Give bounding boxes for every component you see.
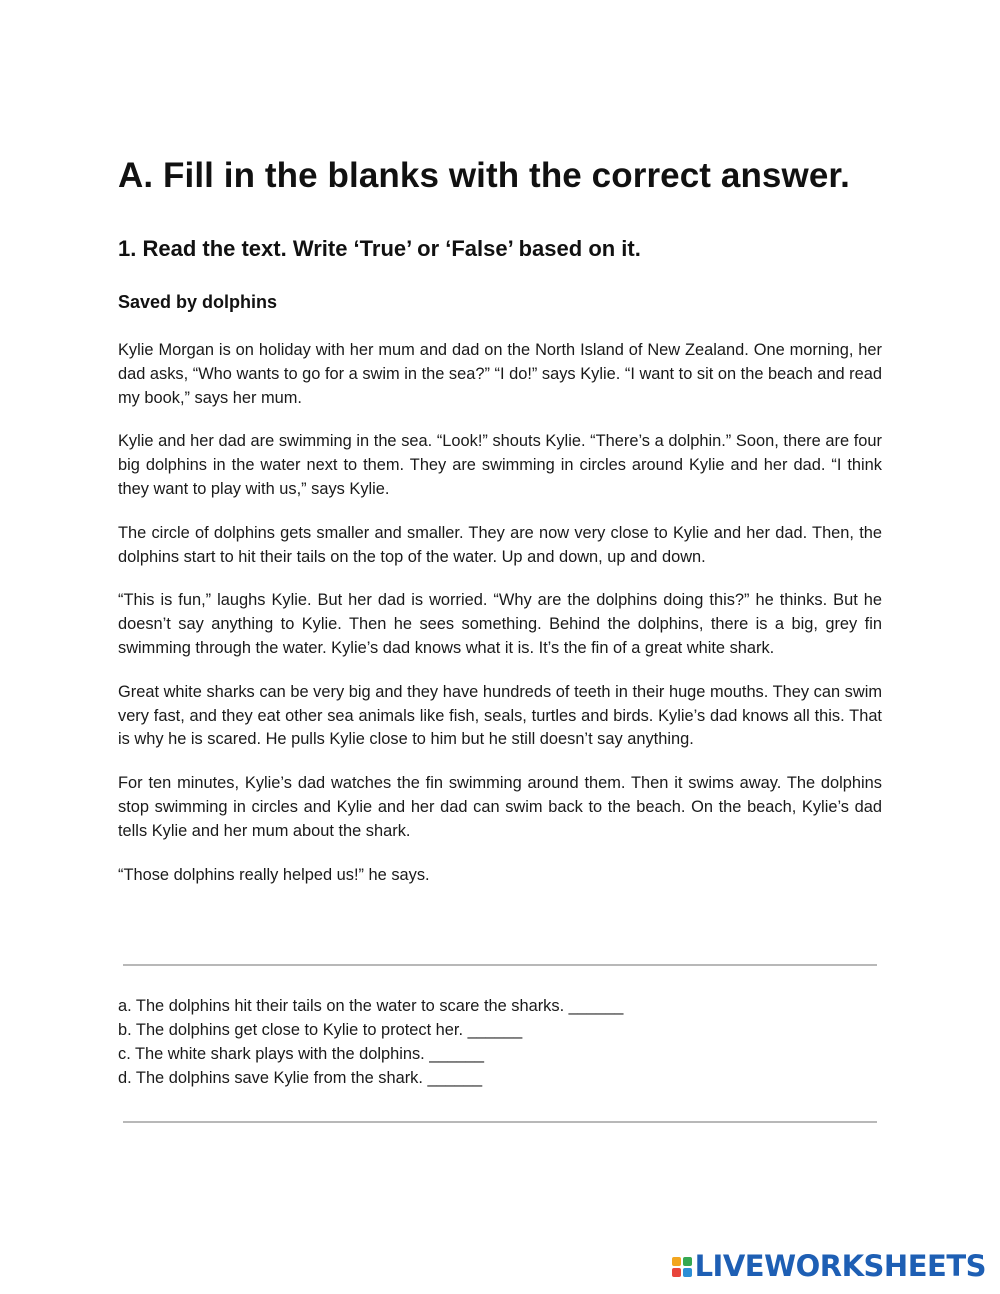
liveworksheets-logo-icon — [672, 1257, 692, 1277]
section-title: A. Fill in the blanks with the correct answer. — [118, 156, 850, 195]
story-paragraph: “This is fun,” laughs Kylie. But her dad is worried. “Why are the dolphins doing this?” he thinks. But he doesn’t say anything to Kylie. Then he sees something. Behind the dolphins, there is a big, grey fin swimming through the water. Kylie’s dad knows what it is. It’s the fin of a great white shark. — [118, 591, 882, 657]
instruction-heading: 1. Read the text. Write ‘True’ or ‘False’ based on it. — [118, 236, 641, 261]
story-text — [118, 339, 882, 907]
question-a[interactable]: a. The dolphins hit their tails on the water to scare the sharks. ______ — [118, 997, 624, 1015]
question-c[interactable]: c. The white shark plays with the dolphins. ______ — [118, 1045, 484, 1063]
story-paragraph: Great white sharks can be very big and they have hundreds of teeth in their huge mouths. They can swim very fast, and they eat other sea animals like fish, seals, turtles and birds. Kylie’s dad knows all this. That is why he is scared. He pulls Kylie close to him but he still doesn’t say anything. — [118, 682, 882, 749]
logo-square — [683, 1268, 692, 1277]
story-paragraph: For ten minutes, Kylie’s dad watches the fin swimming around them. Then it swims away. The dolphins stop swimming in circles and Kylie and her dad can swim back to the beach. On the beach, Kylie’s dad tells Kylie and her mum about the shark. — [118, 774, 882, 840]
question-list — [118, 994, 623, 1090]
divider-bottom — [123, 1121, 877, 1123]
brand-name: LIVEWORKSHEETS — [694, 1249, 986, 1283]
question-d[interactable]: d. The dolphins save Kylie from the shark. ______ — [118, 1069, 483, 1087]
story-paragraph: Kylie Morgan is on holiday with her mum and dad on the North Island of New Zealand. One morning, her dad asks, “Who wants to go for a swim in the sea?” “I do!” says Kylie. “I want to sit on the beach and read my book,” says her mum. — [118, 341, 882, 407]
story-paragraph: Kylie and her dad are swimming in the sea. “Look!” shouts Kylie. “There’s a dolphin.” Soon, there are four big dolphins in the water next to them. They are swimming in circles around Kylie and her dad. “I think they want to play with us,” says Kylie. — [118, 432, 882, 498]
question-b[interactable]: b. The dolphins get close to Kylie to protect her. ______ — [118, 1021, 523, 1039]
logo-square — [672, 1257, 681, 1266]
brand-logo[interactable] — [672, 1249, 986, 1283]
story-paragraph: “Those dolphins really helped us!” he says. — [118, 865, 430, 884]
story-title: Saved by dolphins — [118, 292, 278, 312]
logo-square — [683, 1257, 692, 1266]
divider-top — [123, 964, 877, 966]
story-paragraph: The circle of dolphins gets smaller and smaller. They are now very close to Kylie and her dad. Then, the dolphins start to hit their tails on the top of the water. Up and down, up and down. — [118, 523, 882, 566]
logo-square — [672, 1268, 681, 1277]
